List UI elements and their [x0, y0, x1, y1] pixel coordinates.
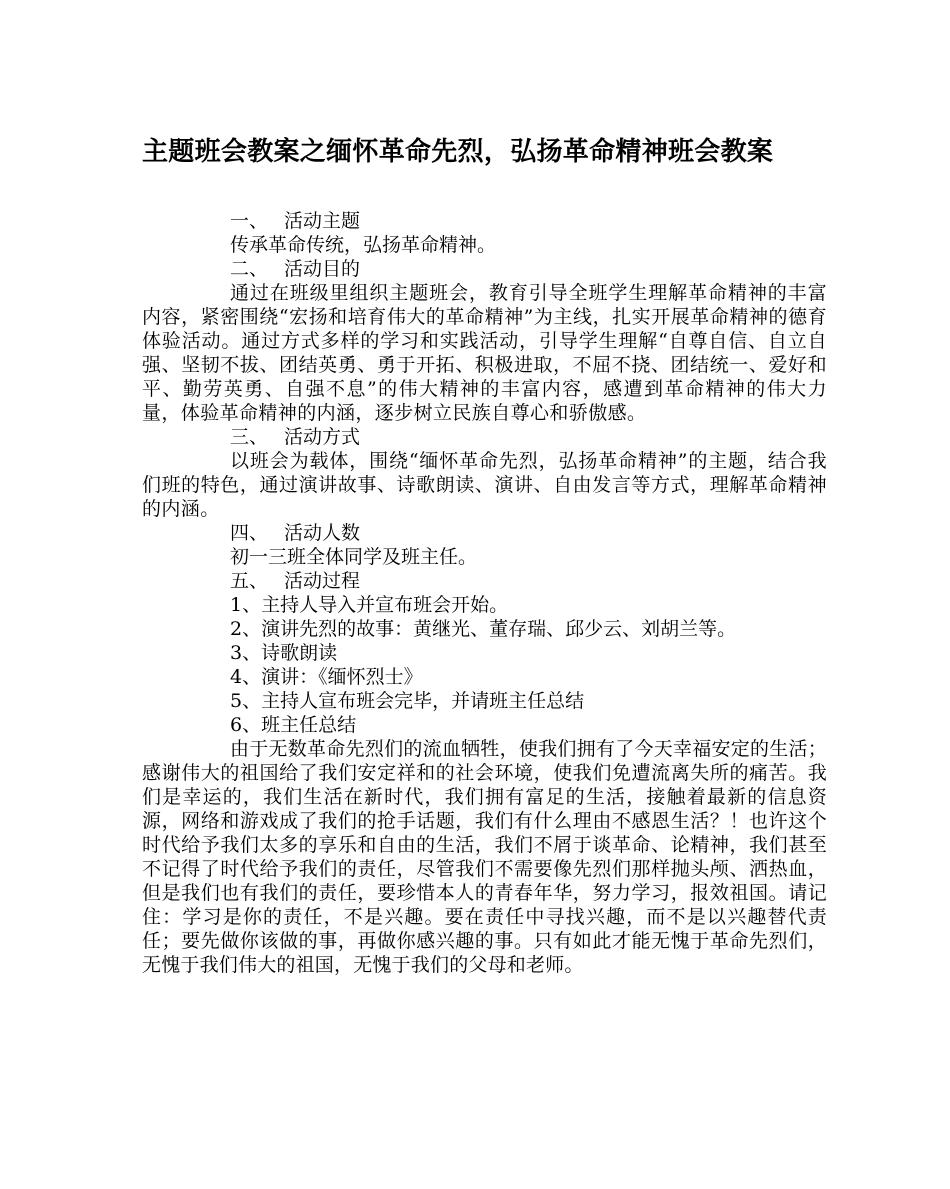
section-number: 二、	[230, 258, 269, 280]
section-heading-process	[142, 569, 827, 593]
section-number: 一、	[230, 210, 269, 232]
document-title: 主题班会教案之缅怀革命先烈，弘扬革命精神班会教案	[142, 137, 774, 167]
section-heading-method	[142, 425, 827, 449]
process-step: 4、演讲：《缅怀烈士》	[230, 666, 423, 688]
section-number: 三、	[230, 426, 269, 448]
process-step: 2、演讲先烈的故事：黄继光、董存瑞、邱少云、刘胡兰等。	[230, 618, 737, 640]
section-number: 五、	[230, 570, 269, 592]
process-step: 1、主持人导入并宣布班会开始。	[230, 594, 509, 616]
section-heading-purpose	[142, 257, 827, 281]
process-step: 3、诗歌朗读	[230, 642, 338, 664]
method-paragraph: 以班会为载体，围绕“缅怀革命先烈，弘扬革命精神”的主题，结合我们班的特色，通过演讲故事、诗歌朗读、演讲、自由发言等方式，理解革命精神的内涵。	[142, 450, 827, 520]
process-step: 5、主持人宣布班会完毕，并请班主任总结	[230, 690, 585, 712]
section-heading-theme	[142, 209, 827, 233]
section-label: 活动人数	[284, 522, 361, 544]
summary-paragraph: 由于无数革命先烈们的流血牺牲，使我们拥有了今天幸福安定的生活；感谢伟大的祖国给了我们安定祥和的社会环境，使我们免遭流离失所的痛苦。我们是幸运的，我们生活在新时代，我们拥有富足的生活，接触着最新的信息资源，网络和游戏成了我们的抢手话题，我们有什么理由不感恩生活？！也许这个时代给予我们太多的享乐和自由的生活，我们不屑于谈革命、论精神，我们甚至不记得了时代给予我们的责任，尽管我们不需要像先烈们那样抛头颅、洒热血，但是我们也有我们的责任，要珍惜本人的青春年华，努力学习，报效祖国。请记住：学习是你的责任，不是兴趣。要在责任中寻找兴趣，而不是以兴趣替代责任；要先做你该做的事，再做你感兴趣的事。只有如此才能无愧于革命先烈们，无愧于我们伟大的祖国，无愧于我们的父母和老师。	[142, 738, 827, 976]
people-text: 初一三班全体同学及班主任。	[230, 546, 478, 568]
purpose-paragraph: 通过在班级里组织主题班会，教育引导全班学生理解革命精神的丰富内容，紧密围绕“宏扬和培育伟大的革命精神”为主线，扎实开展革命精神的德育体验活动。通过方式多样的学习和实践活动，引导学生理解“自尊自信、自立自强、坚韧不拔、团结英勇、勇于开拓、积极进取，不屈不挠、团结统一、爱好和平、勤劳英勇、自强不息”的伟大精神的丰富内容，感遭到革命精神的伟大力量，体验革命精神的内涵，逐步树立民族自尊心和骄傲感。	[142, 282, 827, 424]
document-body	[142, 209, 827, 977]
section-label: 活动目的	[284, 258, 361, 280]
section-label: 活动过程	[284, 570, 361, 592]
section-heading-people	[142, 521, 827, 545]
theme-text: 传承革命传统，弘扬革命精神。	[230, 234, 497, 256]
process-step: 6、班主任总结	[230, 714, 357, 736]
section-number: 四、	[230, 522, 269, 544]
section-label: 活动方式	[284, 426, 361, 448]
section-label: 活动主题	[284, 210, 361, 232]
